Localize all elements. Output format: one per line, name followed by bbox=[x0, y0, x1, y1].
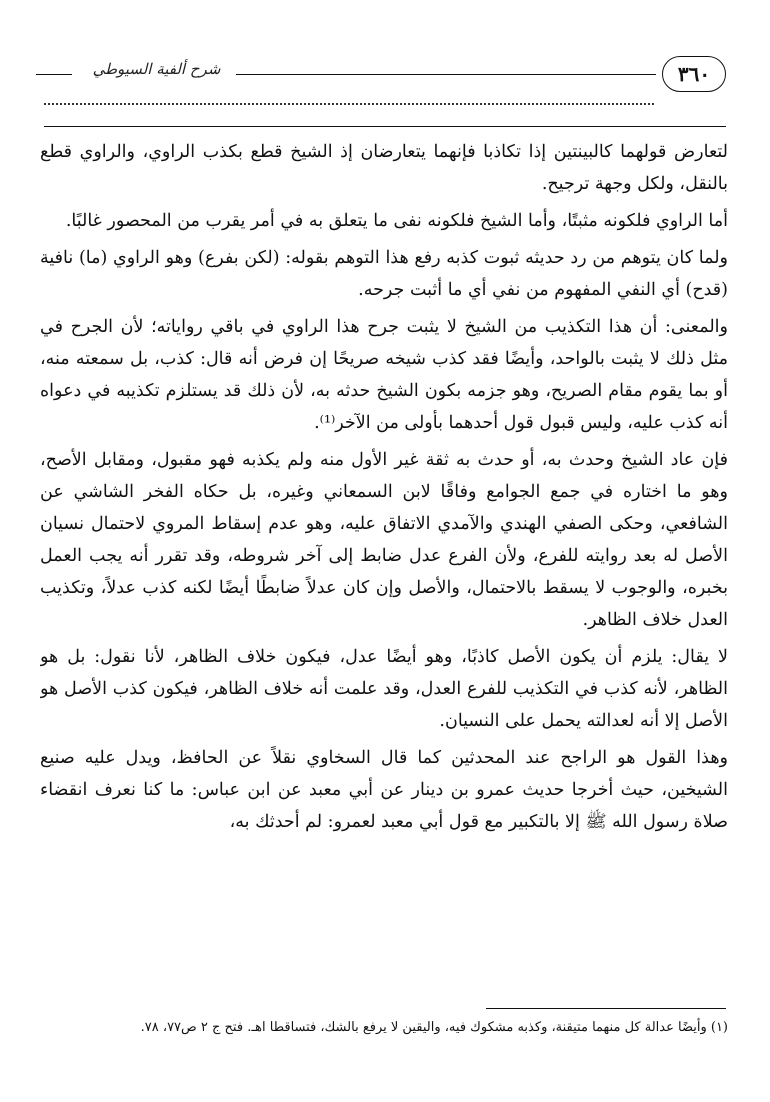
page-body bbox=[40, 136, 728, 1006]
paragraph: أما الراوي فلكونه مثبتًا، وأما الشيخ فلكونه نفى ما يتعلق به في أمر يقرب من المحصور غالبًا. bbox=[65, 211, 728, 231]
paragraph: لا يقال: يلزم أن يكون الأصل كاذبًا، وهو أيضًا عدل، فيكون خلاف الظاهر، لأنا نقول: بل هو الظاهر، لأنه كذب في التكذيب للفرع العدل، وقد علمت أنه خلاف الظاهر، فيكون كذب الأصل هو الأصل إلا أنه لعدالته يحمل على النسيان. bbox=[40, 647, 728, 731]
paragraph: لتعارض قولهما كالبينتين إذا تكاذبا فإنهما يتعارضان إذ الشيخ قطع بكذب الراوي، والراوي قطع بالنقل، ولكل وجهة ترجيح. bbox=[40, 142, 728, 194]
page-number: ٣٦٠ bbox=[662, 56, 726, 92]
paragraph: وهذا القول هو الراجح عند المحدثين كما قال السخاوي نقلاً عن الحافظ، ويدل عليه صنيع الشيخين، حيث أخرجا حديث عمرو بن دينار عن أبي معبد عن ابن عباس: ما كنا نعرف انقضاء صلاة رسول الله ﷺ إلا بالتكبير مع قول أبي معبد لعمرو: لم أحدثك به، bbox=[40, 748, 728, 832]
dotted-divider bbox=[44, 103, 654, 105]
footnote bbox=[40, 1014, 728, 1041]
header-rule-end bbox=[36, 74, 72, 75]
solid-divider bbox=[44, 126, 726, 127]
page-header bbox=[36, 52, 726, 104]
running-title: شرح ألفية السيوطي bbox=[92, 60, 221, 78]
footnote-text: (١) وأيضًا عدالة كل منهما متيقنة، وكذبه مشكوك فيه، واليقين لا يرفع بالشك، فتساقطا اهـ. فتح ج ٢ ص٧٧، ٧٨. bbox=[140, 1020, 728, 1035]
paragraph: ولما كان يتوهم من رد حديثه ثبوت كذبه رفع هذا التوهم بقوله: (لكن بفرع) وهو الراوي (ما) نافية (قدح) أي النفي المفهوم من نفي أي ما أثبت جرحه. bbox=[40, 248, 728, 300]
paragraph: والمعنى: أن هذا التكذيب من الشيخ لا يثبت جرح هذا الراوي في باقي رواياته؛ لأن الجرح في مثل ذلك لا يثبت بالواحد، وأيضًا فقد كذب شيخه صريحًا إن فرض أنه قال: كذب، بل سمعته منه، أو بما يقوم مقام الصريح، وهو جزمه بكون الشيخ حدثه به، لأن ذلك قد يستلزم تكذيبه في دعواه أنه كذب عليه، وليس قبول قول أحدهما بأولى من الآخر⁽¹⁾. bbox=[40, 317, 728, 433]
header-rule bbox=[236, 74, 656, 75]
footnote-separator bbox=[486, 1008, 726, 1009]
paragraph: فإن عاد الشيخ وحدث به، أو حدث به ثقة غير الأول منه ولم يكذبه فهو مقبول، ومقابل الأصح، وهو ما اختاره في جمع الجوامع وفاقًا لابن السمعاني وغيره، بل حكاه الفخر الشاشي عن الشافعي، وحكى الصفي الهندي والآمدي الاتفاق عليه، وهو عدم إسقاط المروي لاحتمال نسيان الأصل له بعد روايته للفرع، ولأن الفرع عدل ضابط إلى آخر شروطه، وقد تقرر أنه يجب العمل بخبره، والوجوب لا يسقط بالاحتمال، والأصل وإن كان عدلاً ضابطًا أيضًا لكنه كذب عدلاً، وتكذيب العدل خلاف الظاهر. bbox=[40, 450, 728, 630]
